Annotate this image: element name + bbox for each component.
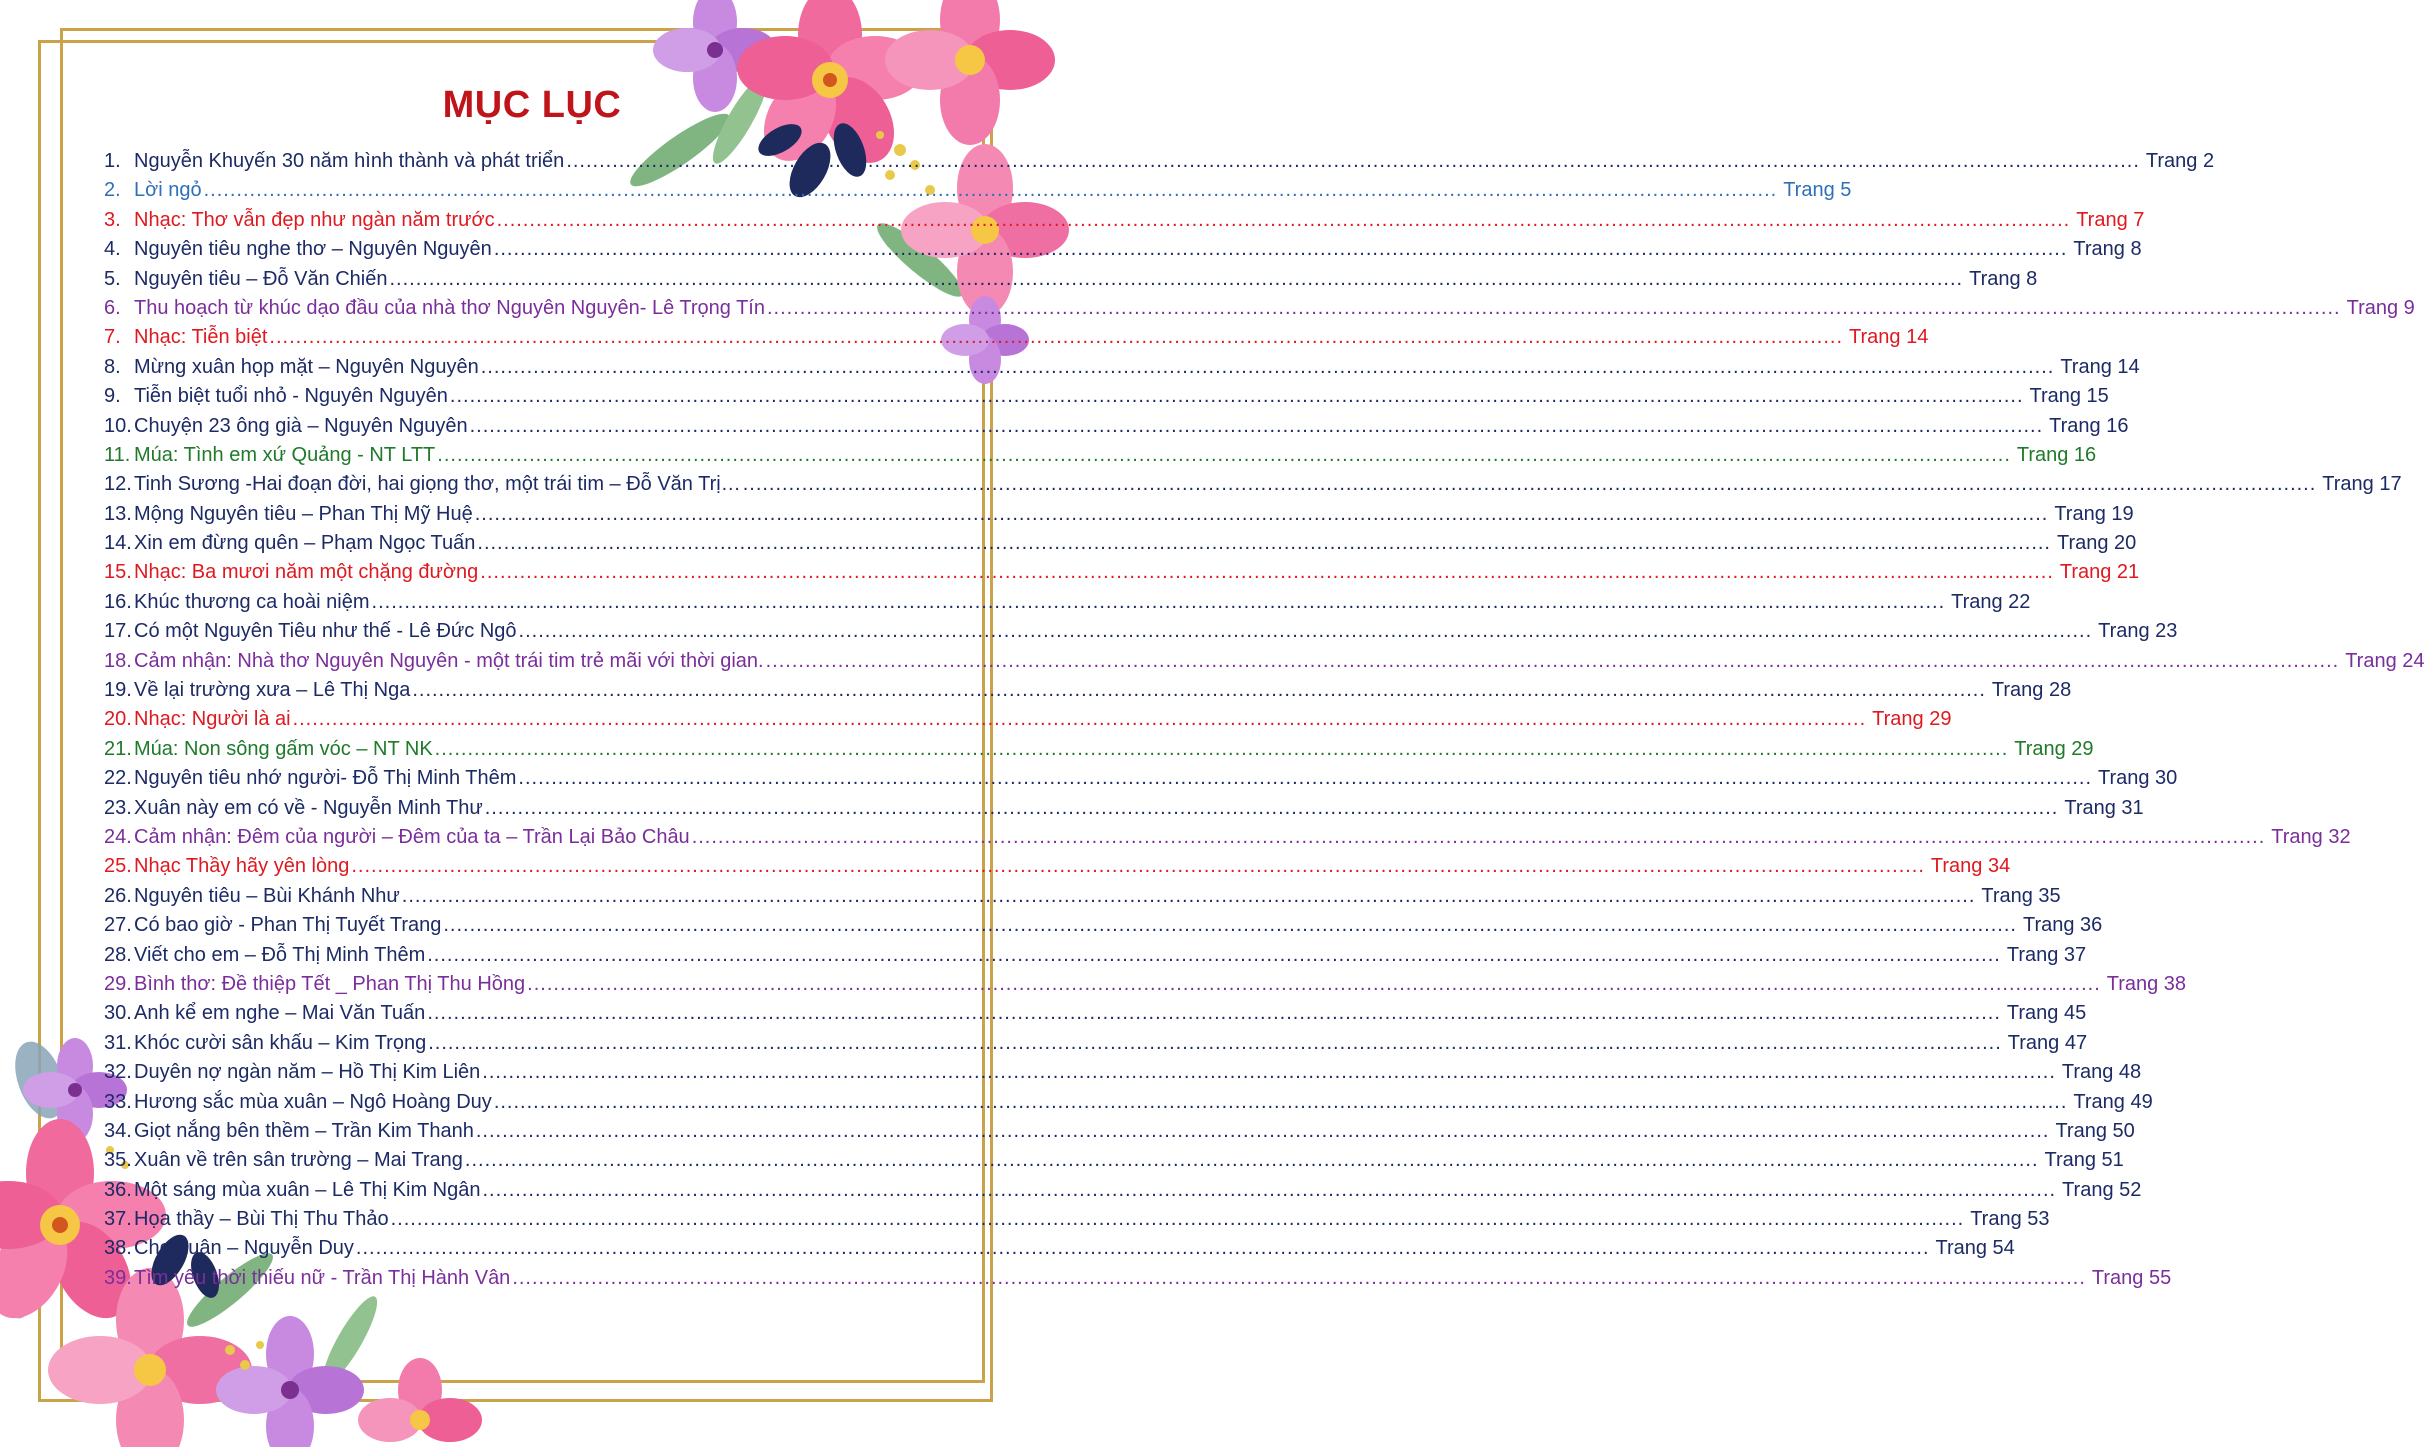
toc-entry-number: 16. xyxy=(104,590,132,613)
toc-entry-title: Nhạc: Ba mươi năm một chặng đường xyxy=(134,561,479,584)
toc-entry-page: Trang 8 xyxy=(1969,267,2038,290)
toc-entry-number: 25. xyxy=(104,855,132,878)
toc-entry-page: Trang 38 xyxy=(2106,972,2187,995)
toc-entry-number: 14. xyxy=(104,532,132,555)
toc-dot-leader xyxy=(269,326,1843,349)
toc-entry[interactable] xyxy=(104,914,2103,943)
toc-entry[interactable] xyxy=(104,855,2011,884)
toc-entry-number: 31. xyxy=(104,1031,132,1054)
toc-entry-page: Trang 24 xyxy=(2345,649,2425,672)
toc-entry-page: Trang 45 xyxy=(2006,1002,2087,1025)
toc-dot-leader xyxy=(428,1032,2002,1055)
toc-dot-leader xyxy=(527,973,2101,996)
toc-entry-number: 27. xyxy=(104,914,132,937)
toc-entry-title: Thu hoạch từ khúc dạo đầu của nhà thơ Nguyên Nguyên- Lê Trọng Tín xyxy=(134,296,765,319)
toc-entry-title: Nguyên tiêu nghe thơ – Nguyên Nguyên xyxy=(134,238,492,261)
toc-entry-title: Lời ngỏ xyxy=(134,179,202,202)
toc-entry[interactable] xyxy=(104,943,2087,973)
toc-entry-title: Mừng xuân họp mặt – Nguyên Nguyên xyxy=(134,355,479,378)
toc-entry-title: Bình thơ: Đề thiệp Tết _ Phan Thị Thu Hồng xyxy=(134,972,526,995)
toc-entry-page: Trang 51 xyxy=(2044,1149,2124,1172)
table-of-contents xyxy=(104,150,2425,1296)
toc-entry[interactable] xyxy=(104,1090,2153,1120)
toc-entry-number: 2. xyxy=(104,179,121,202)
toc-entry-page: Trang 50 xyxy=(2055,1119,2135,1142)
toc-dot-leader xyxy=(477,532,2051,555)
toc-entry-page: Trang 37 xyxy=(2006,943,2087,966)
toc-entry-title: Nhạc: Tiễn biệt xyxy=(134,326,268,349)
toc-entry-number: 1. xyxy=(104,150,121,172)
toc-entry-title: Khóc cười sân khấu – Kim Trọng xyxy=(134,1031,427,1054)
toc-entry-title: Cảm nhận: Đêm của người – Đêm của ta – Trần Lại Bảo Châu xyxy=(134,825,690,848)
toc-entry[interactable] xyxy=(104,679,2072,708)
toc-entry-page: Trang 22 xyxy=(1951,590,2031,613)
toc-entry-number: 23. xyxy=(104,796,132,819)
toc-entry[interactable] xyxy=(104,267,2038,297)
toc-entry-title: Một sáng mùa xuân – Lê Thị Kim Ngân xyxy=(134,1178,481,1201)
toc-entry-title: Khúc thương ca hoài niệm xyxy=(134,590,370,613)
toc-entry-title: Nhạc Thầy hãy yên lòng xyxy=(134,855,350,878)
toc-entry[interactable] xyxy=(104,1119,2135,1149)
toc-entry-title: Chuyện 23 ông già – Nguyên Nguyên xyxy=(134,414,468,437)
toc-dot-leader xyxy=(450,385,2024,408)
toc-entry-title: Múa: Tình em xứ Quảng - NT LTT xyxy=(134,443,436,466)
toc-dot-leader xyxy=(372,591,1946,614)
toc-entry-page: Trang 14 xyxy=(2060,355,2140,378)
toc-dot-leader xyxy=(427,1002,2001,1025)
toc-entry-number: 32. xyxy=(104,1061,132,1084)
toc-entry-number: 35. xyxy=(104,1149,132,1172)
toc-entry[interactable] xyxy=(104,414,2129,444)
toc-entry-number: 20. xyxy=(104,708,132,731)
toc-entry[interactable] xyxy=(104,1237,2015,1266)
toc-entry-number: 37. xyxy=(104,1208,132,1231)
toc-entry[interactable] xyxy=(104,150,2215,179)
toc-entry-title: Có bao giờ - Phan Thị Tuyết Trang xyxy=(134,914,442,937)
toc-entry[interactable] xyxy=(104,326,1929,355)
toc-entry-page: Trang 23 xyxy=(2098,620,2178,643)
toc-entry-page: Trang 29 xyxy=(1872,708,1952,731)
toc-entry-number: 15. xyxy=(104,561,132,584)
toc-entry-title: Về lại trường xưa – Lê Thị Nga xyxy=(134,679,411,702)
toc-dot-leader xyxy=(437,444,2011,467)
toc-entry-number: 28. xyxy=(104,943,132,966)
toc-entry-title: Xuân về trên sân trường – Mai Trang xyxy=(134,1149,463,1172)
toc-dot-leader xyxy=(766,650,2340,673)
toc-entry-number: 10. xyxy=(104,414,132,437)
toc-entry-number: 36. xyxy=(104,1178,132,1201)
toc-entry[interactable] xyxy=(104,708,1952,737)
toc-dot-leader xyxy=(435,738,2009,761)
toc-entry-number: 17. xyxy=(104,620,132,643)
toc-entry-title: Múa: Non sông gấm vóc – NT NK xyxy=(134,737,433,760)
toc-entry-title: Anh kể em nghe – Mai Văn Tuấn xyxy=(134,1002,426,1025)
toc-entry-number: 13. xyxy=(104,502,132,525)
toc-dot-leader xyxy=(512,1267,2086,1290)
toc-entry[interactable] xyxy=(104,825,2351,855)
toc-dot-leader xyxy=(390,268,1964,291)
toc-dot-leader xyxy=(692,826,2266,849)
toc-entry-number: 8. xyxy=(104,355,121,378)
toc-entry[interactable] xyxy=(104,385,2109,414)
toc-entry-number: 7. xyxy=(104,326,121,349)
toc-entry-title: Xin em đừng quên – Phạm Ngọc Tuấn xyxy=(134,532,476,555)
toc-entry-number: 34. xyxy=(104,1119,132,1142)
toc-entry-title: Tinh Sương -Hai đoạn đời, hai giọng thơ, một trái tim – Đỗ Văn Trị… xyxy=(134,473,741,496)
toc-dot-leader xyxy=(351,855,1925,878)
toc-entry[interactable] xyxy=(104,532,2137,561)
toc-dot-leader xyxy=(497,209,2071,232)
toc-entry[interactable] xyxy=(104,208,2145,238)
toc-entry-title: Giọt nắng bên thềm – Trần Kim Thanh xyxy=(134,1119,474,1142)
toc-entry-page: Trang 36 xyxy=(2022,914,2103,937)
toc-entry-number: 22. xyxy=(104,767,132,790)
toc-entry-number: 21. xyxy=(104,737,132,760)
toc-entry-number: 18. xyxy=(104,649,132,672)
toc-dot-leader xyxy=(743,473,2317,496)
toc-entry-page: Trang 14 xyxy=(1849,326,1929,349)
toc-entry-page: Trang 5 xyxy=(1783,179,1852,202)
toc-entry-page: Trang 16 xyxy=(2049,414,2129,437)
toc-entry[interactable] xyxy=(104,590,2031,620)
toc-entry-page: Trang 9 xyxy=(2346,296,2415,319)
toc-entry-page: Trang 21 xyxy=(2059,561,2140,584)
toc-entry-title: Nguyên tiêu – Đỗ Văn Chiến xyxy=(134,267,388,290)
toc-dot-leader xyxy=(402,885,1976,908)
toc-entry-number: 29. xyxy=(104,972,132,995)
toc-dot-leader xyxy=(443,914,2017,937)
toc-entry-title: Mộng Nguyên tiêu – Phan Thị Mỹ Huệ xyxy=(134,502,473,525)
toc-dot-leader xyxy=(767,297,2341,320)
toc-dot-leader xyxy=(204,179,1778,202)
toc-entry-page: Trang 31 xyxy=(2064,796,2144,819)
toc-entry-page: Trang 30 xyxy=(2098,767,2178,790)
toc-entry[interactable] xyxy=(104,355,2140,385)
toc-entry-page: Trang 34 xyxy=(1930,855,2011,878)
toc-entry-number: 39. xyxy=(104,1266,132,1289)
toc-entry-page: Trang 52 xyxy=(2062,1178,2142,1201)
toc-entry-number: 24. xyxy=(104,825,132,848)
toc-entry-number: 33. xyxy=(104,1090,132,1113)
toc-entry[interactable] xyxy=(104,796,2144,826)
toc-entry-page: Trang 48 xyxy=(2061,1061,2142,1084)
toc-entry-number: 5. xyxy=(104,267,121,290)
toc-dot-leader xyxy=(465,1149,2039,1172)
toc-dot-leader xyxy=(494,1091,2068,1114)
toc-entry-title: Nhạc: Người là ai xyxy=(134,708,291,731)
toc-entry[interactable] xyxy=(104,561,2140,590)
toc-entry-page: Trang 32 xyxy=(2271,825,2351,848)
toc-entry-number: 19. xyxy=(104,679,132,702)
toc-entry[interactable] xyxy=(104,502,2134,532)
toc-dot-leader xyxy=(476,1120,2050,1143)
toc-entry[interactable] xyxy=(104,1266,2172,1296)
toc-dot-leader xyxy=(391,1208,1965,1231)
toc-entry-page: Trang 47 xyxy=(2007,1031,2088,1054)
toc-entry-page: Trang 55 xyxy=(2091,1266,2172,1289)
toc-entry[interactable] xyxy=(104,884,2061,914)
toc-entry[interactable] xyxy=(104,767,2178,796)
toc-entry-page: Trang 20 xyxy=(2056,532,2137,555)
toc-dot-leader xyxy=(427,944,2001,967)
toc-entry-title: Tiễn biệt tuổi nhỏ - Nguyên Nguyên xyxy=(134,385,448,408)
toc-entry[interactable] xyxy=(104,1149,2124,1178)
toc-entry-title: Cảm nhận: Nhà thơ Nguyên Nguyên - một trái tim trẻ mãi với thời gian. xyxy=(134,649,764,672)
toc-entry-number: 26. xyxy=(104,884,132,907)
toc-entry-page: Trang 35 xyxy=(1981,884,2061,907)
toc-entry-title: Duyên nợ ngàn năm – Hồ Thị Kim Liên xyxy=(134,1061,481,1084)
toc-entry-number: 9. xyxy=(104,385,121,408)
toc-dot-leader xyxy=(470,415,2044,438)
toc-entry[interactable] xyxy=(104,1208,2050,1237)
toc-dot-leader xyxy=(485,797,2059,820)
toc-dot-leader xyxy=(482,1179,2056,1202)
toc-entry-title: Có một Nguyên Tiêu như thế - Lê Đức Ngô xyxy=(134,620,517,643)
toc-entry-number: 38. xyxy=(104,1237,132,1260)
toc-dot-leader xyxy=(518,767,2092,790)
toc-dot-leader xyxy=(412,679,1986,702)
toc-entry[interactable] xyxy=(104,620,2178,649)
toc-entry-page: Trang 29 xyxy=(2014,737,2094,760)
toc-entry[interactable] xyxy=(104,649,2425,679)
toc-entry-page: Trang 53 xyxy=(1970,1208,2050,1231)
toc-entry-title: Xuân này em có về - Nguyễn Minh Thư xyxy=(134,796,483,819)
toc-entry-page: Trang 15 xyxy=(2029,385,2109,408)
toc-entry[interactable] xyxy=(104,473,2402,502)
toc-dot-leader xyxy=(293,708,1867,731)
toc-entry[interactable] xyxy=(104,1178,2142,1208)
toc-entry-page: Trang 16 xyxy=(2016,443,2097,466)
toc-entry-page: Trang 2 xyxy=(2145,150,2215,172)
toc-entry[interactable] xyxy=(104,1031,2088,1061)
toc-dot-leader xyxy=(475,503,2049,526)
toc-entry-number: 3. xyxy=(104,208,121,231)
toc-entry-title: Nguyên tiêu nhớ người- Đỗ Thị Minh Thêm xyxy=(134,767,517,790)
toc-dot-leader xyxy=(356,1237,1930,1260)
toc-entry[interactable] xyxy=(104,1061,2142,1090)
toc-entry-number: 12. xyxy=(104,473,132,496)
toc-entry-number: 30. xyxy=(104,1002,132,1025)
toc-entry-title: Họa thầy – Bùi Thị Thu Thảo xyxy=(134,1208,389,1231)
toc-entry-title: Nhạc: Thơ vẫn đẹp như ngàn năm trước xyxy=(134,208,495,231)
toc-dot-leader xyxy=(519,620,2093,643)
toc-entry[interactable] xyxy=(104,179,1852,208)
toc-dot-leader xyxy=(481,356,2055,379)
toc-entry-title: Nguyễn Khuyến 30 năm hình thành và phát triển xyxy=(134,150,565,172)
page-title: MỤC LỤC xyxy=(442,84,622,126)
toc-entry[interactable] xyxy=(104,238,2142,267)
toc-entry-title: Chợ xuân – Nguyễn Duy xyxy=(134,1237,354,1260)
toc-entry[interactable] xyxy=(104,972,2187,1002)
toc-entry[interactable] xyxy=(104,1002,2087,1031)
toc-entry-title: Tìm yêu thời thiếu nữ - Trần Thị Hành Vân xyxy=(134,1266,511,1289)
toc-entry-page: Trang 7 xyxy=(2076,208,2145,231)
toc-entry-page: Trang 54 xyxy=(1935,1237,2015,1260)
toc-entry-title: Viết cho em – Đỗ Thị Minh Thêm xyxy=(134,943,426,966)
toc-entry-page: Trang 19 xyxy=(2054,502,2134,525)
toc-entry[interactable] xyxy=(104,737,2094,767)
toc-entry-title: Nguyên tiêu – Bùi Khánh Như xyxy=(134,884,400,907)
toc-entry-page: Trang 28 xyxy=(1991,679,2072,702)
toc-dot-leader xyxy=(494,238,2068,261)
toc-dot-leader xyxy=(480,561,2054,584)
toc-entry-page: Trang 8 xyxy=(2073,238,2142,261)
toc-entry-number: 6. xyxy=(104,296,121,319)
toc-entry[interactable] xyxy=(104,443,2097,473)
toc-entry-page: Trang 49 xyxy=(2073,1090,2153,1113)
toc-dot-leader xyxy=(566,150,2140,173)
toc-entry[interactable] xyxy=(104,296,2415,326)
toc-entry-number: 11. xyxy=(104,443,131,466)
toc-entry-title: Hương sắc mùa xuân – Ngô Hoàng Duy xyxy=(134,1090,492,1113)
toc-entry-page: Trang 17 xyxy=(2322,473,2402,496)
toc-dot-leader xyxy=(482,1061,2056,1084)
toc-entry-number: 4. xyxy=(104,238,121,261)
